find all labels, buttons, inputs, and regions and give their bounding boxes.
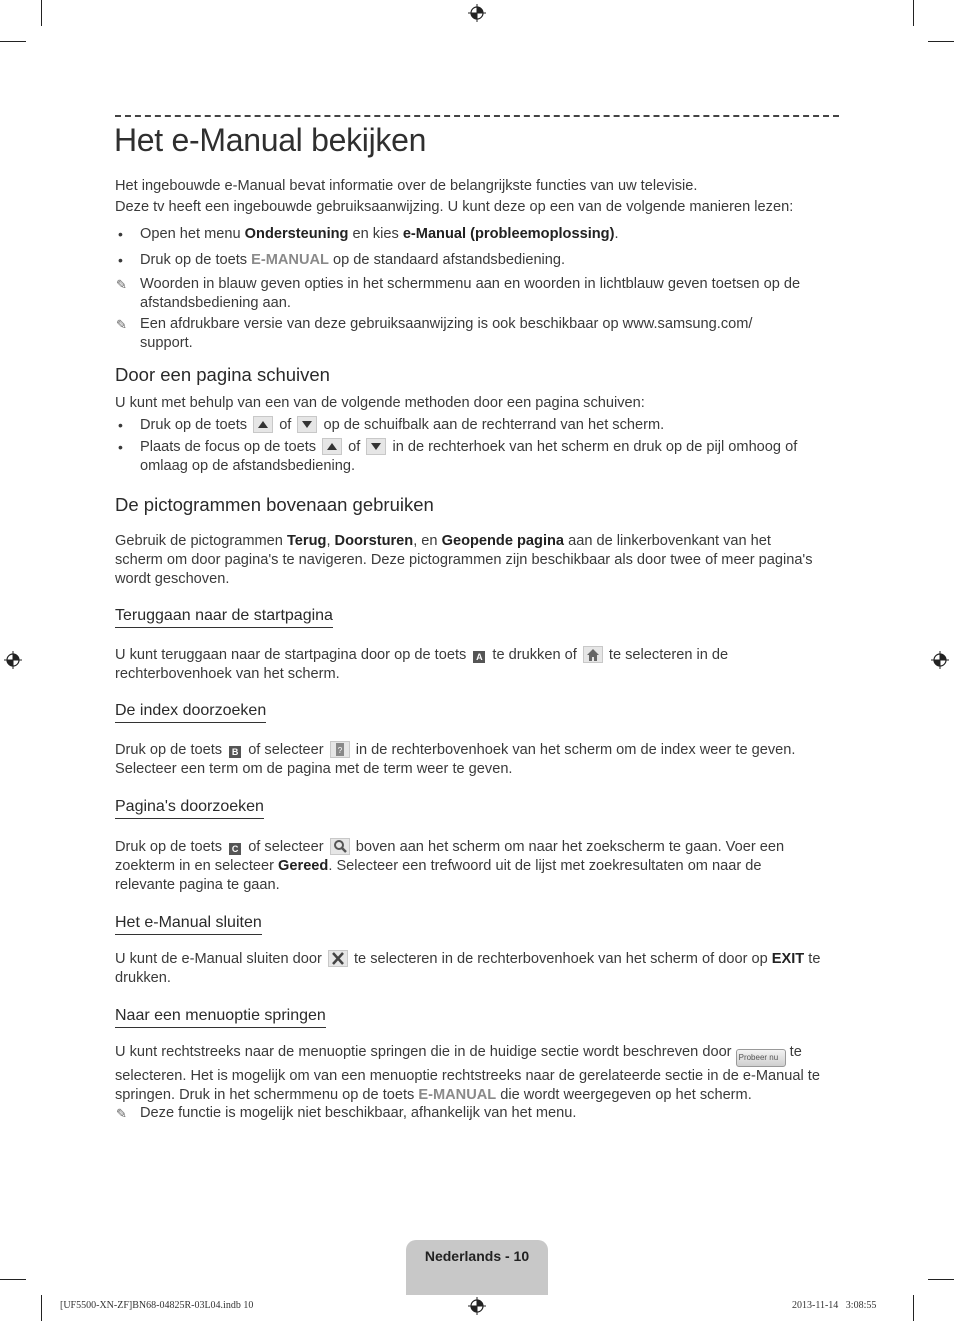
note-icon: ✎ [116, 317, 127, 332]
arrow-up-icon [322, 438, 342, 455]
index-icon [330, 741, 350, 758]
search-icon [330, 838, 350, 855]
registration-mark-icon [4, 651, 22, 669]
arrow-down-icon [297, 416, 317, 433]
home-icon [583, 646, 603, 663]
sub2-text: Druk op de toets B of selecteer ? in de rechterbovenhoek van het scherm om de index weer te geven. Selecteer een term om de pagina met de term weer te geven. [115, 742, 796, 777]
bullet-icon: • [118, 252, 123, 268]
sub5-note: Deze functie is mogelijk niet beschikbaar, afhankelijk van het menu. [140, 1105, 577, 1121]
subheading-index: De index doorzoeken [115, 702, 266, 723]
key-b-icon: B [229, 746, 241, 758]
section1-text: U kunt met behulp van een van de volgende methoden door een pagina schuiven: [115, 395, 645, 411]
note-icon: ✎ [116, 277, 127, 292]
crop-mark [913, 1295, 914, 1321]
sub5-text: U kunt rechtstreeks naar de menuoptie springen die in de huidige sectie wordt beschreven door Probeer nu te selecteren. Het is mogelijk om van een menuoptie rechtstreeks naar de gerelateerde sectie in de e-Manual te springen. Druk in het schermmenu op de toets E-MANUAL die wordt weergegeven op het scherm. [115, 1044, 820, 1103]
crop-mark [913, 0, 914, 26]
intro-line-1: Het ingebouwde e-Manual bevat informatie over de belangrijkste functies van uw televisie. [115, 178, 698, 194]
registration-mark-icon [468, 4, 486, 22]
key-a-icon: A [473, 651, 485, 663]
sub1-text: U kunt teruggaan naar de startpagina door op de toets A te drukken of te selecteren in de rechterbovenhoek van het scherm. [115, 647, 729, 682]
intro-note-1: Woorden in blauw geven opties in het schermmenu aan en woorden in lichtblauw geven toetsen op de afstandsbediening aan. [140, 276, 801, 311]
bullet-icon: • [118, 226, 123, 242]
print-date-info: 2013-11-14 3:08:55 [792, 1300, 877, 1311]
print-file-info: [UF5500-XN-ZF]BN68-04825R-03L04.indb 10 [60, 1300, 254, 1311]
key-c-icon: C [229, 843, 241, 855]
page-title: Het e-Manual bekijken [114, 122, 427, 158]
section2-text: Gebruik de pictogrammen Terug, Doorsturen, en Geopende pagina aan de linkerbovenkant van het scherm om door pagina's te navigeren. Deze pictogrammen zijn beschikbaar als door twee of meer pagina's wordt geschoven. [115, 533, 813, 587]
bullet-icon: • [118, 439, 123, 455]
crop-mark [0, 41, 26, 42]
intro-line-2: Deze tv heeft een ingebouwde gebruiksaanwijzing. U kunt deze op een van de volgende manieren lezen: [115, 199, 794, 215]
registration-mark-icon [468, 1297, 486, 1315]
close-icon [328, 950, 348, 967]
sub3-text: Druk op de toets C of selecteer boven aan het scherm om naar het zoekscherm te gaan. Voer een zoekterm in en selecteer Gereed. Selecteer een trefwoord uit de lijst met zoekresultaten om naar de relevante pagina te gaan. [115, 839, 785, 893]
crop-mark [928, 1279, 954, 1280]
crop-mark [41, 1295, 42, 1321]
intro-bullet-1: Open het menu Ondersteuning en kies e-Manual (probleemoplossing). [140, 226, 619, 242]
section-heading-scroll: Door een pagina schuiven [115, 364, 330, 385]
intro-note-2: Een afdrukbare versie van deze gebruiksaanwijzing is ook beschikbaar op www.samsung.com/ support. [140, 316, 753, 351]
subheading-search: Pagina's doorzoeken [115, 798, 264, 819]
bullet-icon: • [118, 417, 123, 433]
subheading-home: Teruggaan naar de startpagina [115, 607, 333, 628]
section1-bullet-1: Druk op de toets of op de schuifbalk aan de rechterrand van het scherm. [140, 417, 665, 433]
crop-mark [928, 41, 954, 42]
subheading-jump: Naar een menuoptie springen [115, 1007, 326, 1028]
crop-mark [0, 1279, 26, 1280]
title-divider [115, 115, 839, 117]
registration-mark-icon [931, 651, 949, 669]
section-heading-icons: De pictogrammen bovenaan gebruiken [115, 494, 434, 515]
note-icon: ✎ [116, 1106, 127, 1121]
section1-bullet-2: Plaats de focus op de toets of in de rechterhoek van het scherm en druk op de pijl omhoog of omlaag op de afstandsbediening. [140, 439, 798, 474]
arrow-down-icon [366, 438, 386, 455]
intro-bullet-2: Druk op de toets E-MANUAL op de standaard afstandsbediening. [140, 252, 566, 268]
crop-mark [41, 0, 42, 26]
sub4-text: U kunt de e-Manual sluiten door te selecteren in de rechterbovenhoek van het scherm of door op EXIT te drukken. [115, 951, 821, 986]
page-number: Nederlands - 10 [424, 1248, 530, 1264]
svg-text:?: ? [337, 746, 342, 755]
subheading-close: Het e-Manual sluiten [115, 914, 262, 935]
try-now-button: Probeer nu [736, 1049, 786, 1067]
arrow-up-icon [253, 416, 273, 433]
